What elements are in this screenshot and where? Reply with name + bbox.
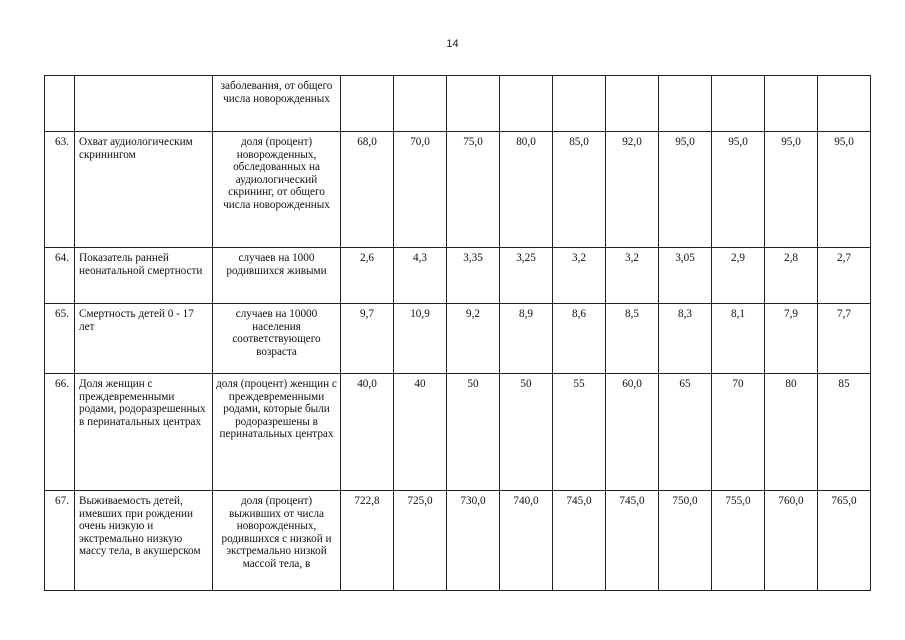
- unit-of-measure: доля (процент) выживших от числа новорожденных, родившихся с низкой и экстремально низкой массой тела, в: [213, 491, 341, 591]
- value-cell: [712, 76, 765, 132]
- value-cell: 95,0: [659, 132, 712, 248]
- value-cell: 3,25: [500, 248, 553, 304]
- value-cell: 2,6: [341, 248, 394, 304]
- table-row: [45, 132, 871, 248]
- indicators-table: [44, 75, 871, 591]
- indicator-name: Доля женщин с преждевременными родами, родоразрешенных в перинатальных центрах: [75, 374, 213, 491]
- value-cell: 3,2: [606, 248, 659, 304]
- value-cell: 7,7: [818, 304, 871, 374]
- value-cell: 68,0: [341, 132, 394, 248]
- value-cell: 745,0: [606, 491, 659, 591]
- value-cell: 3,2: [553, 248, 606, 304]
- value-cell: 8,5: [606, 304, 659, 374]
- value-cell: 755,0: [712, 491, 765, 591]
- value-cell: [818, 76, 871, 132]
- value-cell: 70: [712, 374, 765, 491]
- value-cell: 40,0: [341, 374, 394, 491]
- value-cell: 95,0: [818, 132, 871, 248]
- value-cell: [500, 76, 553, 132]
- value-cell: 2,7: [818, 248, 871, 304]
- indicator-name: Охват аудиологическим скринингом: [75, 132, 213, 248]
- value-cell: 10,9: [394, 304, 447, 374]
- value-cell: 4,3: [394, 248, 447, 304]
- value-cell: 85: [818, 374, 871, 491]
- value-cell: [659, 76, 712, 132]
- unit-of-measure: доля (процент) женщин с преждевременными родами, которые были родоразрешены в перинатальных центрах: [213, 374, 341, 491]
- value-cell: 2,8: [765, 248, 818, 304]
- row-number: 67.: [45, 491, 75, 591]
- value-cell: [341, 76, 394, 132]
- value-cell: 8,1: [712, 304, 765, 374]
- value-cell: 65: [659, 374, 712, 491]
- row-number: [45, 76, 75, 132]
- value-cell: [765, 76, 818, 132]
- indicator-name: [75, 76, 213, 132]
- value-cell: [606, 76, 659, 132]
- value-cell: 2,9: [712, 248, 765, 304]
- table-row: [45, 248, 871, 304]
- value-cell: 50: [447, 374, 500, 491]
- value-cell: 50: [500, 374, 553, 491]
- value-cell: 92,0: [606, 132, 659, 248]
- value-cell: 745,0: [553, 491, 606, 591]
- row-number: 65.: [45, 304, 75, 374]
- value-cell: 70,0: [394, 132, 447, 248]
- indicator-name: Показатель ранней неонатальной смертности: [75, 248, 213, 304]
- value-cell: 765,0: [818, 491, 871, 591]
- value-cell: 40: [394, 374, 447, 491]
- indicator-name: Выживаемость детей, имевших при рождении очень низкую и экстремально низкую массу тела, в акушерском: [75, 491, 213, 591]
- value-cell: 85,0: [553, 132, 606, 248]
- value-cell: 8,9: [500, 304, 553, 374]
- unit-of-measure: случаев на 10000 населения соответствующего возраста: [213, 304, 341, 374]
- value-cell: 8,6: [553, 304, 606, 374]
- value-cell: 740,0: [500, 491, 553, 591]
- value-cell: 95,0: [712, 132, 765, 248]
- value-cell: 9,7: [341, 304, 394, 374]
- value-cell: 722,8: [341, 491, 394, 591]
- value-cell: 730,0: [447, 491, 500, 591]
- value-cell: 725,0: [394, 491, 447, 591]
- value-cell: 7,9: [765, 304, 818, 374]
- indicator-name: Смертность детей 0 - 17 лет: [75, 304, 213, 374]
- table-row: [45, 304, 871, 374]
- value-cell: 760,0: [765, 491, 818, 591]
- unit-of-measure: доля (процент) новорожденных, обследованных на аудиологический скрининг, от общего числа новорожденных: [213, 132, 341, 248]
- unit-of-measure: случаев на 1000 родившихся живыми: [213, 248, 341, 304]
- value-cell: 9,2: [447, 304, 500, 374]
- row-number: 66.: [45, 374, 75, 491]
- row-number: 63.: [45, 132, 75, 248]
- value-cell: 3,35: [447, 248, 500, 304]
- table-row: [45, 76, 871, 132]
- value-cell: 55: [553, 374, 606, 491]
- value-cell: [553, 76, 606, 132]
- row-number: 64.: [45, 248, 75, 304]
- value-cell: 60,0: [606, 374, 659, 491]
- value-cell: 80: [765, 374, 818, 491]
- value-cell: 95,0: [765, 132, 818, 248]
- value-cell: 80,0: [500, 132, 553, 248]
- value-cell: [394, 76, 447, 132]
- page-number: 14: [446, 38, 459, 50]
- value-cell: 750,0: [659, 491, 712, 591]
- table-row: [45, 374, 871, 491]
- unit-of-measure: заболевания, от общего числа новорожденных: [213, 76, 341, 132]
- value-cell: [447, 76, 500, 132]
- table-row: [45, 491, 871, 591]
- value-cell: 3,05: [659, 248, 712, 304]
- value-cell: 8,3: [659, 304, 712, 374]
- value-cell: 75,0: [447, 132, 500, 248]
